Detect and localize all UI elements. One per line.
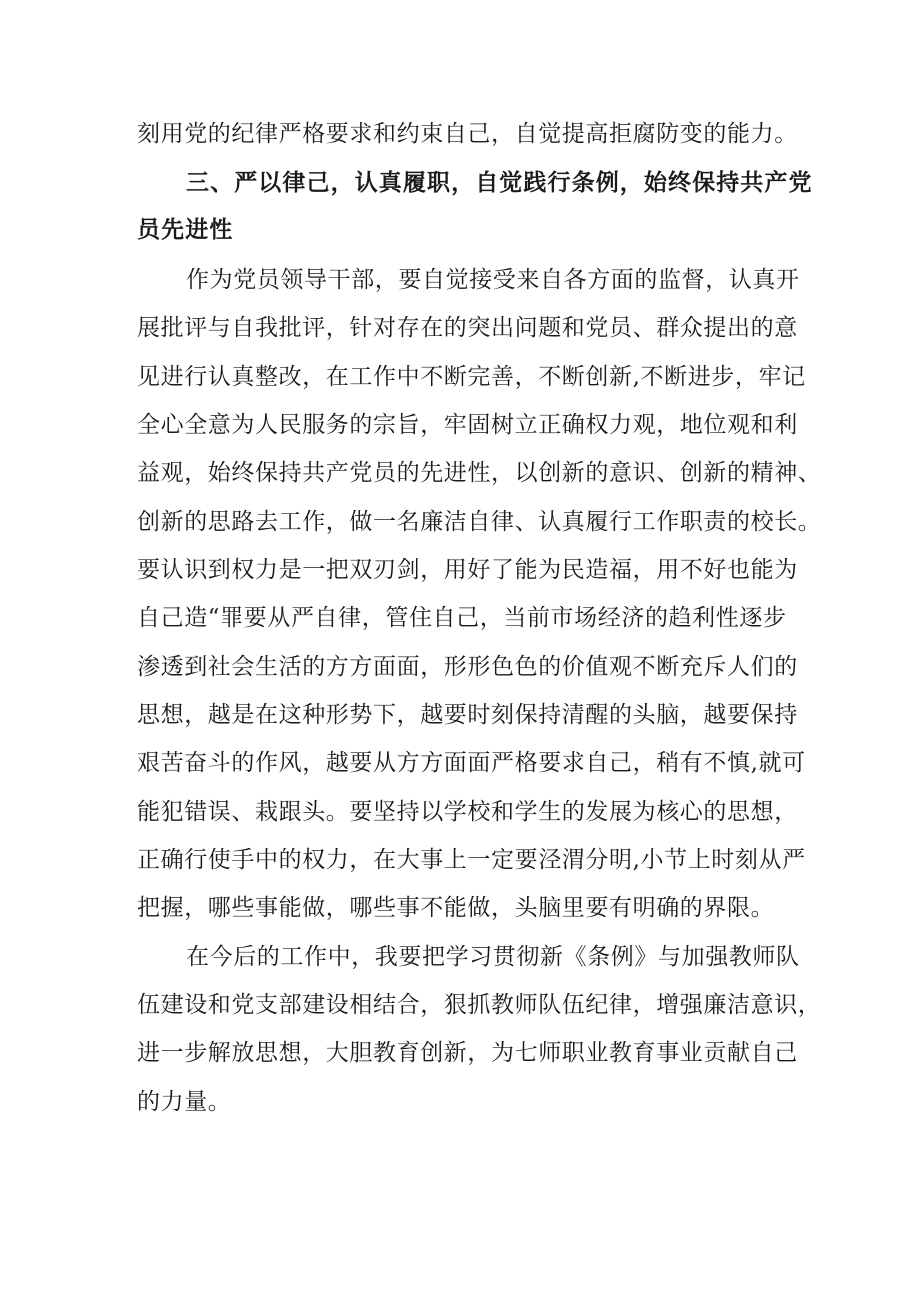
body-line: 渗透到社会生活的方方面面，形形色色的价值观不断充斥人们的 (137, 654, 798, 680)
body-line: 伍建设和党支部建设相结合，狠抓教师队伍纪律，增强廉洁意识， (137, 992, 822, 1018)
body-line: 全心全意为人民服务的宗旨，牢固树立正确权力观，地位观和利 (137, 412, 798, 438)
body-line: 在今后的工作中，我要把学习贯彻新《条例》与加强教师队 (186, 944, 800, 970)
section-heading-line-1: 三、严以律己，认真履职，自觉践行条例，始终保持共产党 (186, 170, 813, 196)
body-line: 把握，哪些事能做，哪些事不能做，头脑里要有明确的界限。 (137, 895, 775, 921)
body-line: 进一步解放思想，大胆教育创新，为七师职业教育事业贡献自己 (137, 1040, 798, 1066)
body-line: 自己造“罪要从严自律，管住自己，当前市场经济的趋利性逐步 (137, 605, 787, 631)
section-heading-line-2: 员先进性 (137, 217, 234, 243)
body-line: 要认识到权力是一把双刃剑，用好了能为民造福，用不好也能为 (137, 557, 798, 583)
body-line: 艰苦奋斗的作风，越要从方方面面严格要求自己，稍有不慎,就可 (137, 750, 806, 776)
body-line: 见进行认真整改，在工作中不断完善，不断创新,不断进步，牢记 (137, 364, 806, 390)
body-line: 正确行使手中的权力，在大事上一定要泾渭分明,小节上时刻从严 (137, 847, 806, 873)
body-line: 益观，始终保持共产党员的先进性，以创新的意识、创新的精神、 (137, 460, 822, 486)
body-line: 能犯错误、栽跟头。要坚持以学校和学生的发展为核心的思想， (137, 799, 798, 825)
body-line: 展批评与自我批评，针对存在的突出问题和党员、群众提出的意 (137, 315, 798, 341)
body-line: 创新的思路去工作，做一名廉洁自律、认真履行工作职责的校长。 (137, 509, 822, 535)
paragraph-end-line: 刻用党的纪律严格要求和约束自己，自觉提高拒腐防变的能力。 (137, 121, 798, 147)
body-line: 的力量。 (137, 1089, 232, 1115)
body-line: 作为党员领导干部，要自觉接受来自各方面的监督，认真开 (186, 267, 800, 293)
body-line: 思想，越是在这种形势下，越要时刻保持清醒的头脑，越要保持 (137, 702, 798, 728)
